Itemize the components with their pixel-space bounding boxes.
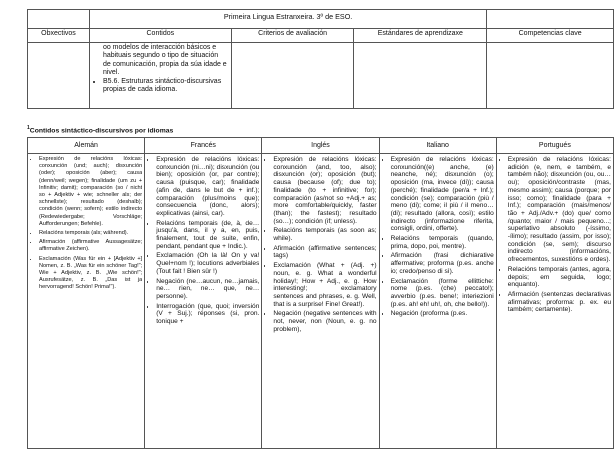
list-item: • Negación (proforma (p.es. [391, 310, 494, 318]
list-item: • Exclamación (Was für ein + [Adjektiv +] Nomen, z. B. „Was für ein schöner Tag!"; Wie + Adjektiv, z. B. „Wie schön!"; Ausrufesätze, z. B. „Das ist ja hervorragend! Schön! Prima!"). [39, 256, 142, 292]
competencias-cell [487, 43, 614, 109]
list-item: • Exclamación (forme ellittiche: nome (p.es. (che) peccato!); avverbio (p.es. bene!; interiezioni (p.es. ah! eh! uh!, oh, che bello!)). [391, 278, 494, 309]
header-contidos: Contidos [89, 29, 231, 43]
list-item: • Relacións temporais (antes, agora, depois; em seguida, logo; enquanto). [508, 266, 611, 289]
list-item: • Relacións temporais (as soon as; while). [273, 227, 376, 242]
lang-cell-aleman [28, 154, 145, 449]
list-item: • Expresión de relacións lóxicas: conxunción (ni…ni); disxunción (ou bien); oposición (or, par contre); causa (puisque, car); finalidade (afin de, dans le but de + inf.); comparación (plus/moins que); consecuencia (donc, alors); explicativas (ainsi, car). [156, 156, 259, 218]
header-competencias: Competencias clave [487, 29, 614, 43]
contidos-bullet: • B5.6. Estruturas sintáctico-discursivas propias de cada idioma. [103, 78, 228, 95]
contidos-text: oo modelos de interacción básicos e habituais segundo o tipo de situación de comunicación, propia da súa idade e nivel. [102, 44, 227, 77]
lang-cell-frances [145, 154, 262, 449]
lang-cell-portugues [496, 154, 613, 449]
list-item: • Negación (ne…aucun, ne…jamais, ne… rien, ne… que, ne… personne). [156, 278, 259, 301]
list-item: • Relacións temporais (quando, prima, dopo, poi, mentre). [391, 235, 494, 250]
languages-table [27, 137, 614, 449]
lang-header-portugues: Portugués [496, 138, 613, 154]
list-item: • Exclamación (Oh la là! On y va! Quel+nom !); locutions adverbiales (Tout fait ! Bien sûr !) [156, 252, 259, 275]
footnote-marker: 1 [27, 125, 30, 131]
list-item: • Negación (negative sentences with not, never, non (Noun, e. g. no problem), [273, 310, 376, 333]
estandares-cell [354, 43, 487, 109]
list-item: • Relacións temporais (de, à, de… jusqu'à, dans, il y a, en, puis, finalement, tout de suite, enfin, pendant, pendant que + Indic.). [156, 220, 259, 251]
list-item: • Exclamación (What + (Adj. +) noun, e. g. What a wonderful holiday!; How + Adj., e. g. How interesting!; exclamatory sentences and phrases, e. g. Well, that is a surprise! Fine! Great!). [273, 262, 376, 308]
list-item: • Expresión de relacións lóxicas: conxunción (and, too, also); disxunción (or); oposición (but); causa (because (of); due to); finalidade (to + infinitive; for); comparación (as/not so +Adj.+ as; more comfortable/quickly, faster (than); the fastest); resultado (so…); condición (if; unless). [273, 156, 376, 225]
obxectivos-cell [28, 43, 90, 109]
table-empty-cell [487, 10, 614, 29]
lang-header-aleman: Alemán [28, 138, 145, 154]
section-heading [27, 125, 173, 134]
list-item: • Afirmación (frasi dichiarative affermative; proforma (p.es. anche io; credo/penso di sì). [391, 252, 494, 275]
list-item: • Afirmación (sentenzas declarativas afirmativas; proforma: p. ex. eu também; certamente). [508, 291, 611, 314]
contidos-cell [89, 43, 231, 109]
section-heading-text: Contidos sintáctico-discursivos por idiomas [29, 127, 174, 135]
list-item: • Expresión de relacións lóxicas: conxunción (und; auch); disxunción (oder); oposición (aber); causa (denn/weil; wegen); finalidade (um zu + Infinitiv; damit); comparación (so / nicht so + Adjektiv + wie; schneller als; der schnellste); resultado (deshalb); condición (wenn; sofern); estilo indirecto (Redewiedergabe; Vorschläge; Aufforderungen; Befehle). [39, 156, 142, 228]
lang-cell-italiano [379, 154, 496, 449]
header-criterios: Criterios de avaliación [231, 29, 354, 43]
list-item: • Afirmación (affirmative Aussagesätze; affirmative Zeichen). [39, 239, 142, 253]
table-title: Primeira Lingua Estranxeira. 3º de ESO. [89, 10, 486, 29]
criterios-cell [231, 43, 354, 109]
header-estandares: Estándares de aprendizaxe [354, 29, 487, 43]
lang-header-frances: Francés [145, 138, 262, 154]
lang-header-italiano: Italiano [379, 138, 496, 154]
curriculum-table [27, 9, 614, 109]
header-obxectivos: Obxectivos [28, 29, 90, 43]
list-item: • Expresión de relacións lóxicas: adición (e, nem, e também, e também não); disxunción (ou, ou…ou); oposición/contraste (mas, mesmo assim); causa (porque; por isso; como); finalidade (para + Inf.); comparación (mais/menos/ tão + Adj./Adv.+ (do) que/ como /quanto; maior / mais pequeno...; superlativo absoluto (-íssimo, -ílimo); resultado (assim, por isso); condición (se, sem); discurso indirecto (informacións, ofrecementos, suxestións e ordes). [508, 156, 611, 264]
list-item: • Expresión de relacións lóxicas: conxunción((e) anche, (e) neanche, né); disxunción (o); oposición (ma, invece (di)); causa (perché); finalidade (per/a + Inf.); condición (se); comparación (più / meno (di); come; il più / il meno…(di); resultado (allora, così); estilo indirecto (informazione riferita, consigli, ordini, offerte). [391, 156, 494, 233]
lang-header-ingles: Inglés [262, 138, 379, 154]
list-item: • Interrogación (que, quoi; inversión (V + Suj.); réponses (si, pron. tonique + [156, 303, 259, 326]
lang-cell-ingles [262, 154, 379, 449]
list-item: • Relacións temporais (als; während). [39, 230, 142, 237]
list-item: • Afirmación (affirmative sentences; tags) [273, 245, 376, 260]
table-empty-cell [28, 10, 90, 29]
